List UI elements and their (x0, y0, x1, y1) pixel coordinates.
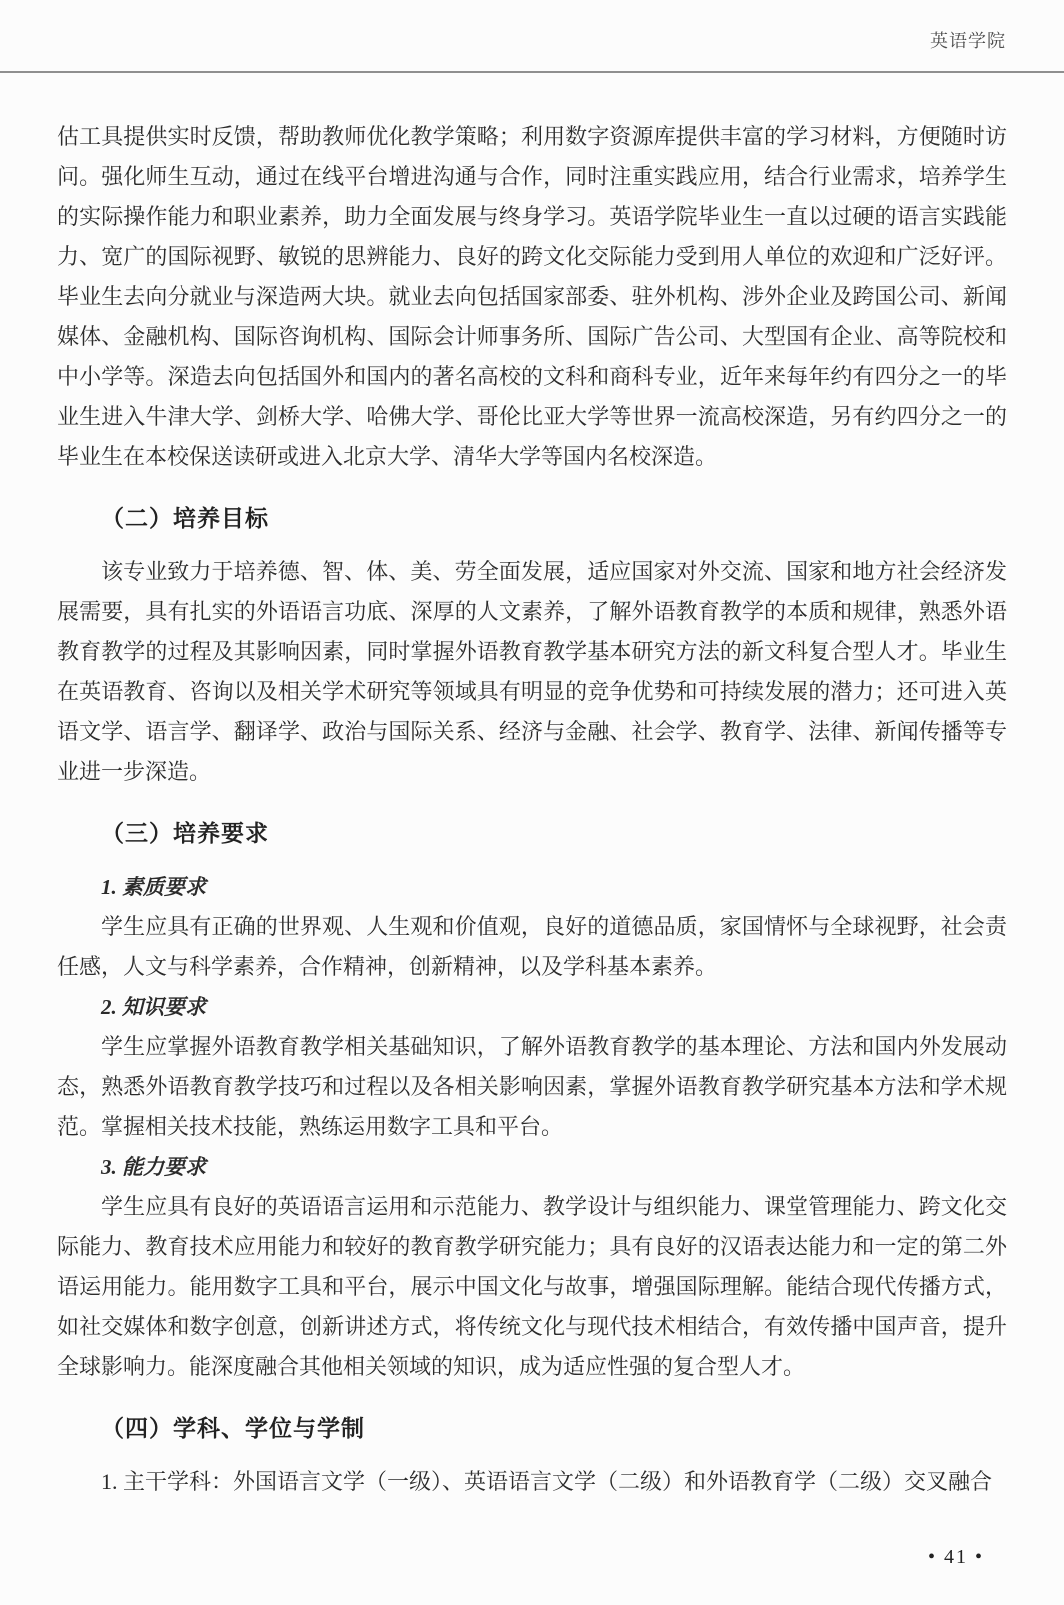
paragraph-continuation: 估工具提供实时反馈，帮助教师优化教学策略；利用数字资源库提供丰富的学习材料，方便随时访问。强化师生互动，通过在线平台增进沟通与合作，同时注重实践应用，结合行业需求，培养学生的实际操作能力和职业素养，助力全面发展与终身学习。英语学院毕业生一直以过硬的语言实践能力、宽广的国际视野、敏锐的思辨能力、良好的跨文化交际能力受到用人单位的欢迎和广泛好评。毕业生去向分就业与深造两大块。就业去向包括国家部委、驻外机构、涉外企业及跨国公司、新闻媒体、金融机构、国际咨询机构、国际会计师事务所、国际广告公司、大型国有企业、高等院校和中小学等。深造去向包括国外和国内的著名高校的文科和商科专业，近年来每年约有四分之一的毕业生进入牛津大学、剑桥大学、哈佛大学、哥伦比亚大学等世界一流高校深造，另有约四分之一的毕业生在本校保送读研或进入北京大学、清华大学等国内名校深造。 (57, 124, 1007, 469)
section-heading-training-requirements: （三）培养要求 (101, 820, 269, 846)
paragraph-training-objectives: 该专业致力于培养德、智、体、美、劳全面发展，适应国家对外交流、国家和地方社会经济发展需要，具有扎实的外语语言功底、深厚的人文素养，了解外语教育教学的本质和规律，熟悉外语教育教学的过程及其影响因素，同时掌握外语教育教学基本研究方法的新文科复合型人才。毕业生在英语教育、咨询以及相关学术研究等领域具有明显的竞争优势和可持续发展的潜力；还可进入英语文学、语言学、翻译学、政治与国际关系、经济与金融、社会学、教育学、法律、新闻传播等专业进一步深造。 (57, 559, 1007, 784)
sub-heading-knowledge-requirements: 2. 知识要求 (101, 995, 206, 1019)
section-heading-discipline-degree-duration: （四）学科、学位与学制 (101, 1415, 365, 1441)
paragraph-knowledge-requirements: 学生应掌握外语教育教学相关基础知识，了解外语教育教学的基本理论、方法和国内外发展动态，熟悉外语教育教学技巧和过程以及各相关影响因素，掌握外语教育教学研究基本方法和学术规范。掌握相关技术技能，熟练运用数字工具和平台。 (57, 1034, 1007, 1139)
page-footer (928, 1546, 984, 1569)
paragraph-main-disciplines: 1. 主干学科：外国语言文学（一级）、英语语言文学（二级）和外语教育学（二级）交叉融合 (101, 1469, 993, 1494)
sub-heading-ability-requirements: 3. 能力要求 (101, 1155, 206, 1179)
sub-heading-quality-requirements: 1. 素质要求 (101, 875, 206, 899)
section-heading-training-objectives: （二）培养目标 (101, 505, 269, 531)
paragraph-quality-requirements: 学生应具有正确的世界观、人生观和价值观，良好的道德品质，家国情怀与全球视野，社会责任感，人文与科学素养，合作精神，创新精神，以及学科基本素养。 (57, 914, 1007, 979)
page-number: • 41 • (927, 1546, 984, 1568)
paragraph-ability-requirements: 学生应具有良好的英语语言运用和示范能力、教学设计与组织能力、课堂管理能力、跨文化交际能力、教育技术应用能力和较好的教育教学研究能力；具有良好的汉语表达能力和一定的第二外语运用能力。能用数字工具和平台，展示中国文化与故事，增强国际理解。能结合现代传播方式，如社交媒体和数字创意，创新讲述方式，将传统文化与现代技术相结合，有效传播中国声音，提升全球影响力。能深度融合其他相关领域的知识，成为适应性强的复合型人才。 (57, 1194, 1007, 1379)
page-header (0, 0, 1064, 73)
header-title: 英语学院 (930, 31, 1006, 51)
document-body (0, 73, 1064, 1502)
